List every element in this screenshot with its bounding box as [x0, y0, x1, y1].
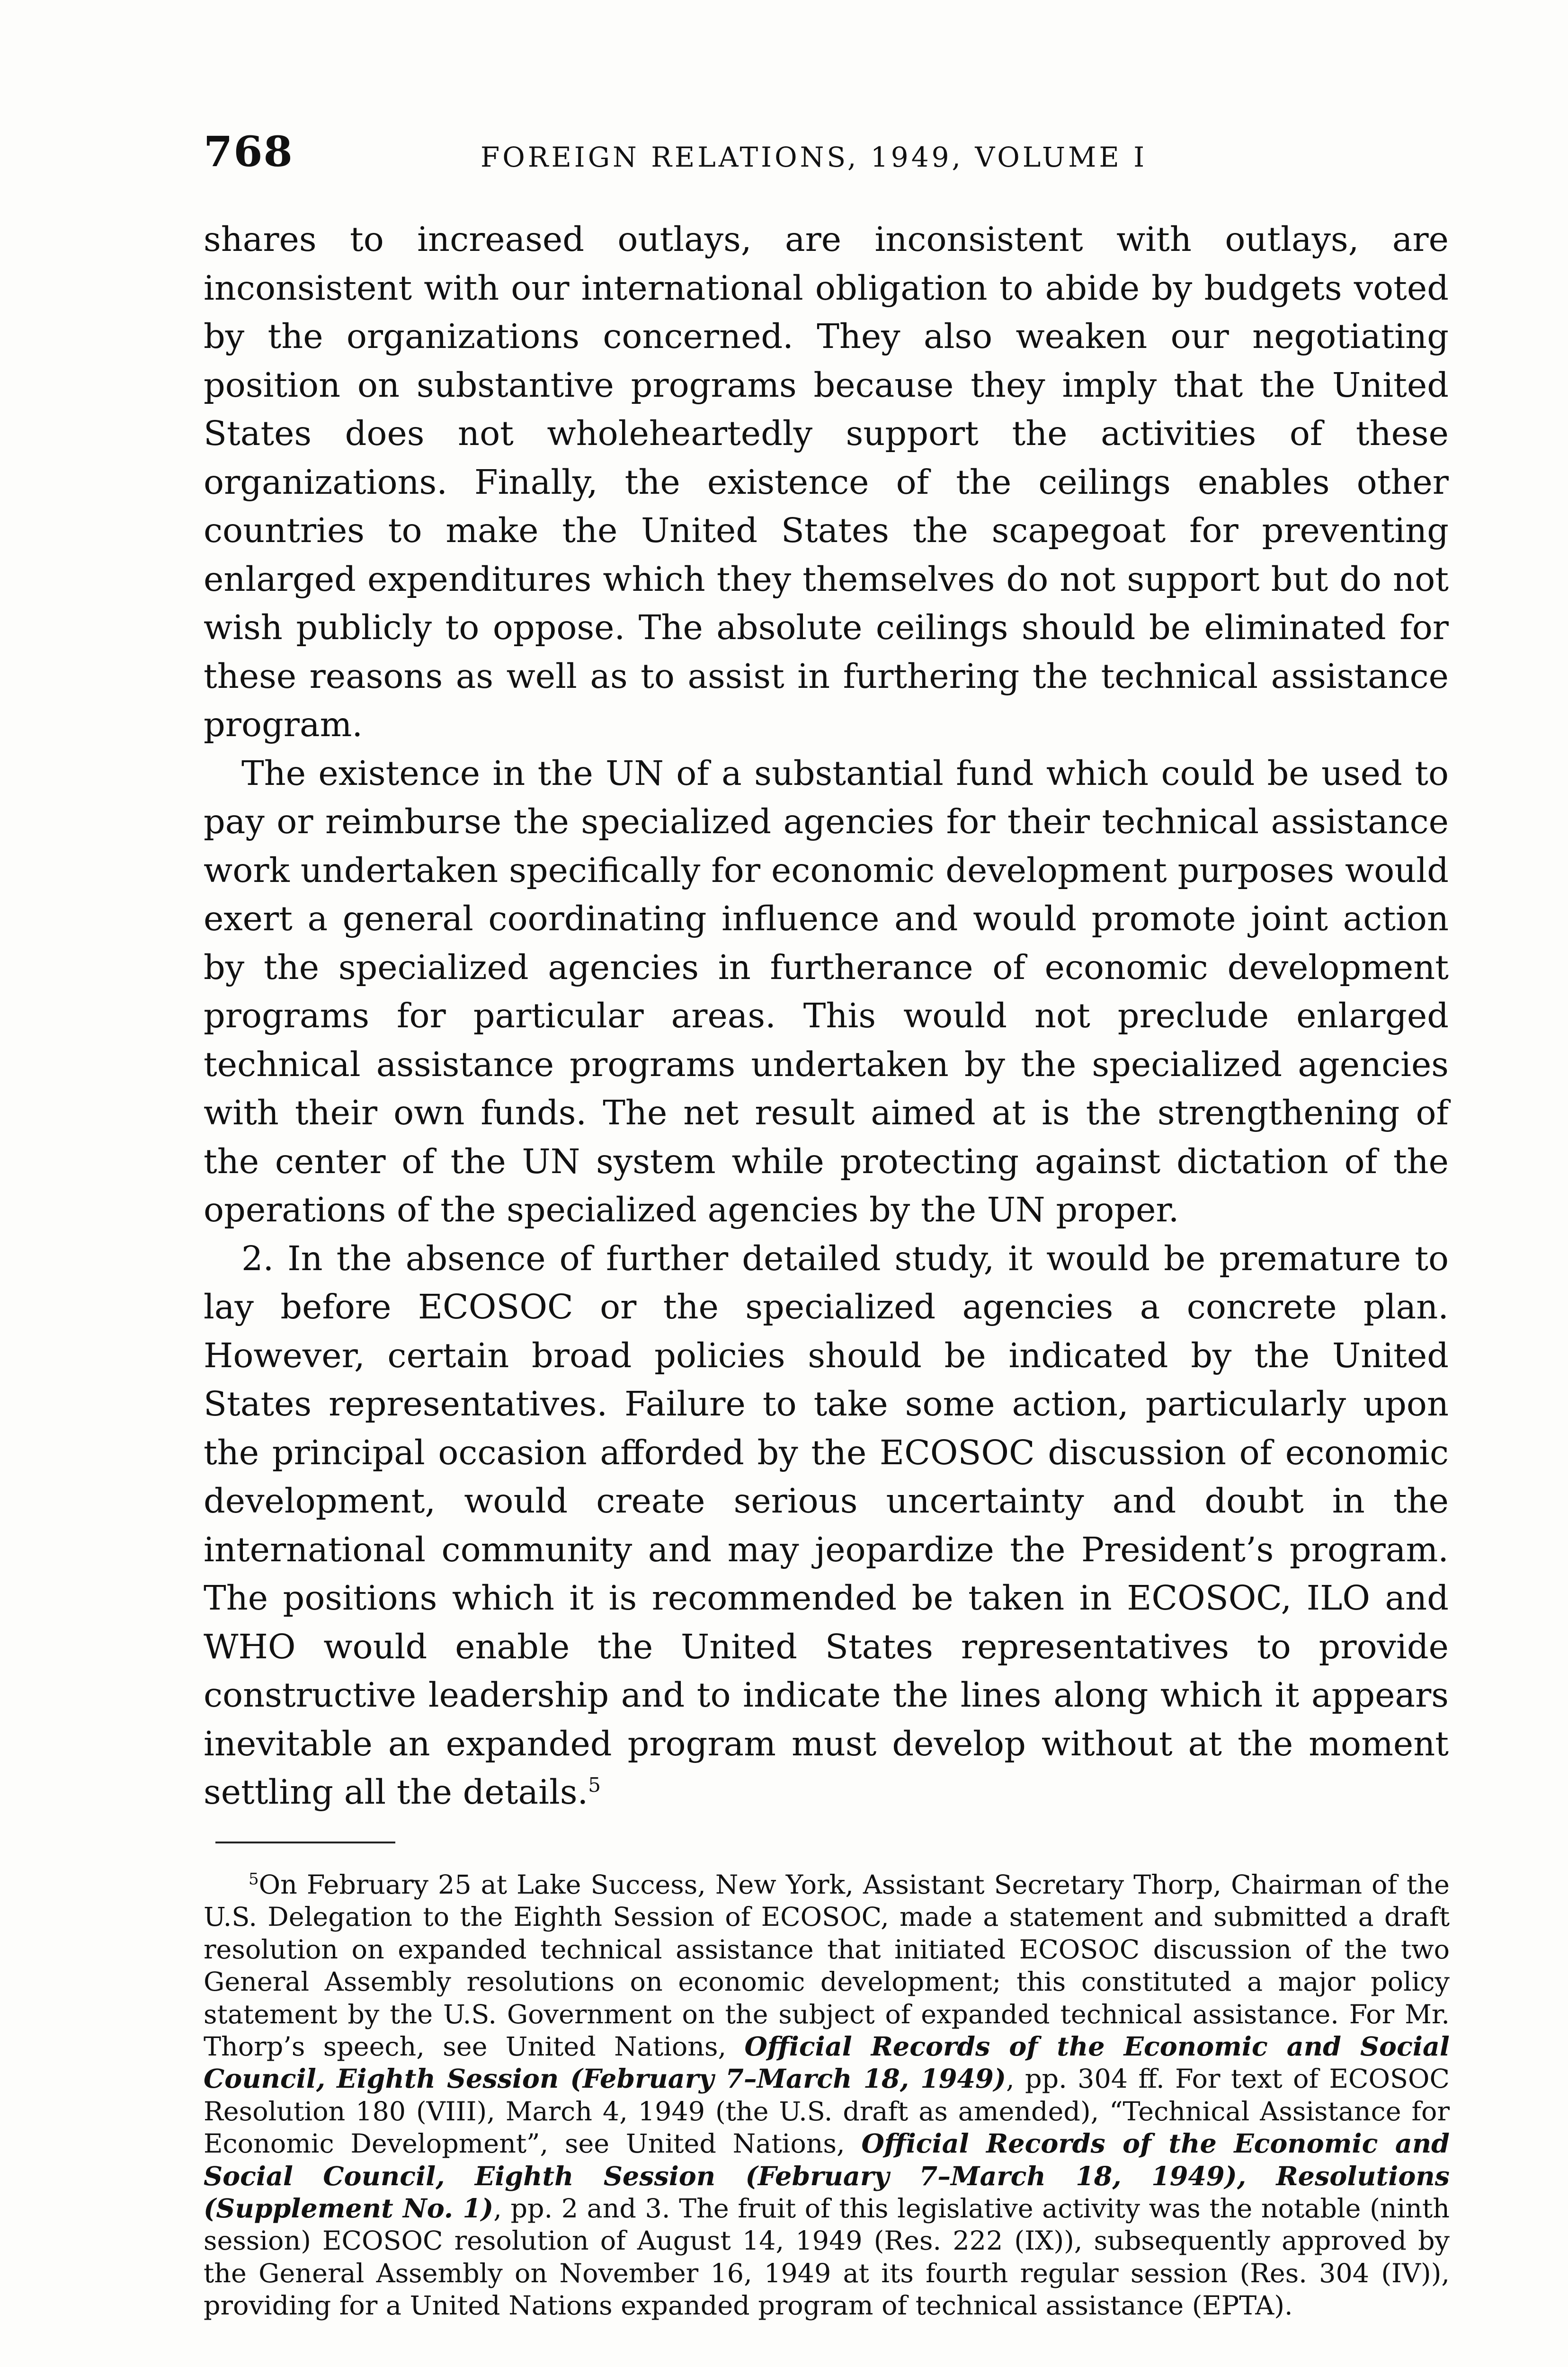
footnote-citation-1: Official Records of the Economic and Social Council, Eighth Session (February 7–March 18, 1949) [204, 2031, 1450, 2095]
footnote-divider [215, 1842, 395, 1843]
footnote-text-3: , pp. 2 and 3. The fruit of this legislative activity was the notable (ninth session) ECOSOC resolution of August 14, 1949 (Res. 222 (IX)), subsequently approved by the General Assembly on November 16, 1949 at its fourth regular session (Res. 304 (IV)), providing for a United Nations expanded program of technical assistance (EPTA). [204, 2193, 1450, 2322]
body-paragraph-3 [204, 1235, 1449, 1817]
body-paragraph-1: shares to increased outlays, are inconsistent with outlays, are inconsistent with our international obligation to abide by budgets voted by the organizations concerned. They also weaken our negotiating position on substantive programs because they imply that the United States does not wholeheartedly support the activities of these organizations. Finally, the existence of the ceilings enables other countries to make the United States the scapegoat for preventing enlarged expenditures which they themselves do not support but do not wish publicly to oppose. The absolute ceilings should be eliminated for these reasons as well as to assist in furthering the technical assistance program. [204, 220, 1449, 744]
footnote-text-2: , pp. 304 ff. For text of ECOSOC Resolution 180 (VIII), March 4, 1949 (the U.S. draft as amended), “Technical Assistance for Economic Development”, see United Nations, [204, 2064, 1450, 2160]
footnote-reference: 5 [588, 1773, 601, 1797]
body-paragraph-2: The existence in the UN of a substantial fund which could be used to pay or reimburse the specialized agencies for their technical assistance work undertaken specifically for economic development purposes would exert a general coordinating influence and would promote joint action by the specialized agencies in furtherance of economic development programs for particular areas. This would not preclude enlarged technical assistance programs undertaken by the specialized agencies with their own funds. The net result aimed at is the strengthening of the center of the UN system while protecting against dictation of the operations of the specialized agencies by the UN proper. [204, 753, 1449, 1229]
footnote-citation-2: Official Records of the Economic and Social Council, Eighth Session (February 7–March 18, 1949), Resolutions (Supplement No. 1) [204, 2128, 1450, 2225]
body-paragraph-3-text: 2. In the absence of further detailed study, it would be premature to lay before ECOSOC or the specialized agencies a concrete plan. However, certain broad policies should be indicated by the United States representatives. Failure to take some action, particularly upon the principal occasion afforded by the ECOSOC discussion of economic development, would create serious uncertainty and doubt in the international community and may jeopardize the President’s program. The positions which it is recommended be taken in ECOSOC, ILO and WHO would enable the United States representatives to provide constructive leadership and to indicate the lines along which it appears inevitable an expanded program must develop without at the moment settling all the details. [204, 1238, 1449, 1812]
running-header-title: FOREIGN RELATIONS, 1949, VOLUME I [481, 141, 1148, 173]
page-number: 768 [204, 127, 294, 176]
footnote [204, 1869, 1450, 2323]
running-header [204, 127, 1458, 179]
body-text [204, 215, 1449, 1817]
footnote-marker: 5 [249, 1869, 259, 1889]
footnote-text-1: On February 25 at Lake Success, New York, Assistant Secretary Thorp, Chairman of the U.S. Delegation to the Eighth Session of ECOSOC, made a statement and submitted a draft resolution on expanded technical assistance that initiated ECOSOC discussion of the two General Assembly resolutions on economic development; this constituted a major policy statement by the U.S. Government on the subject of expanded technical assistance. For Mr. Thorp’s speech, see United Nations, [204, 1869, 1450, 2063]
